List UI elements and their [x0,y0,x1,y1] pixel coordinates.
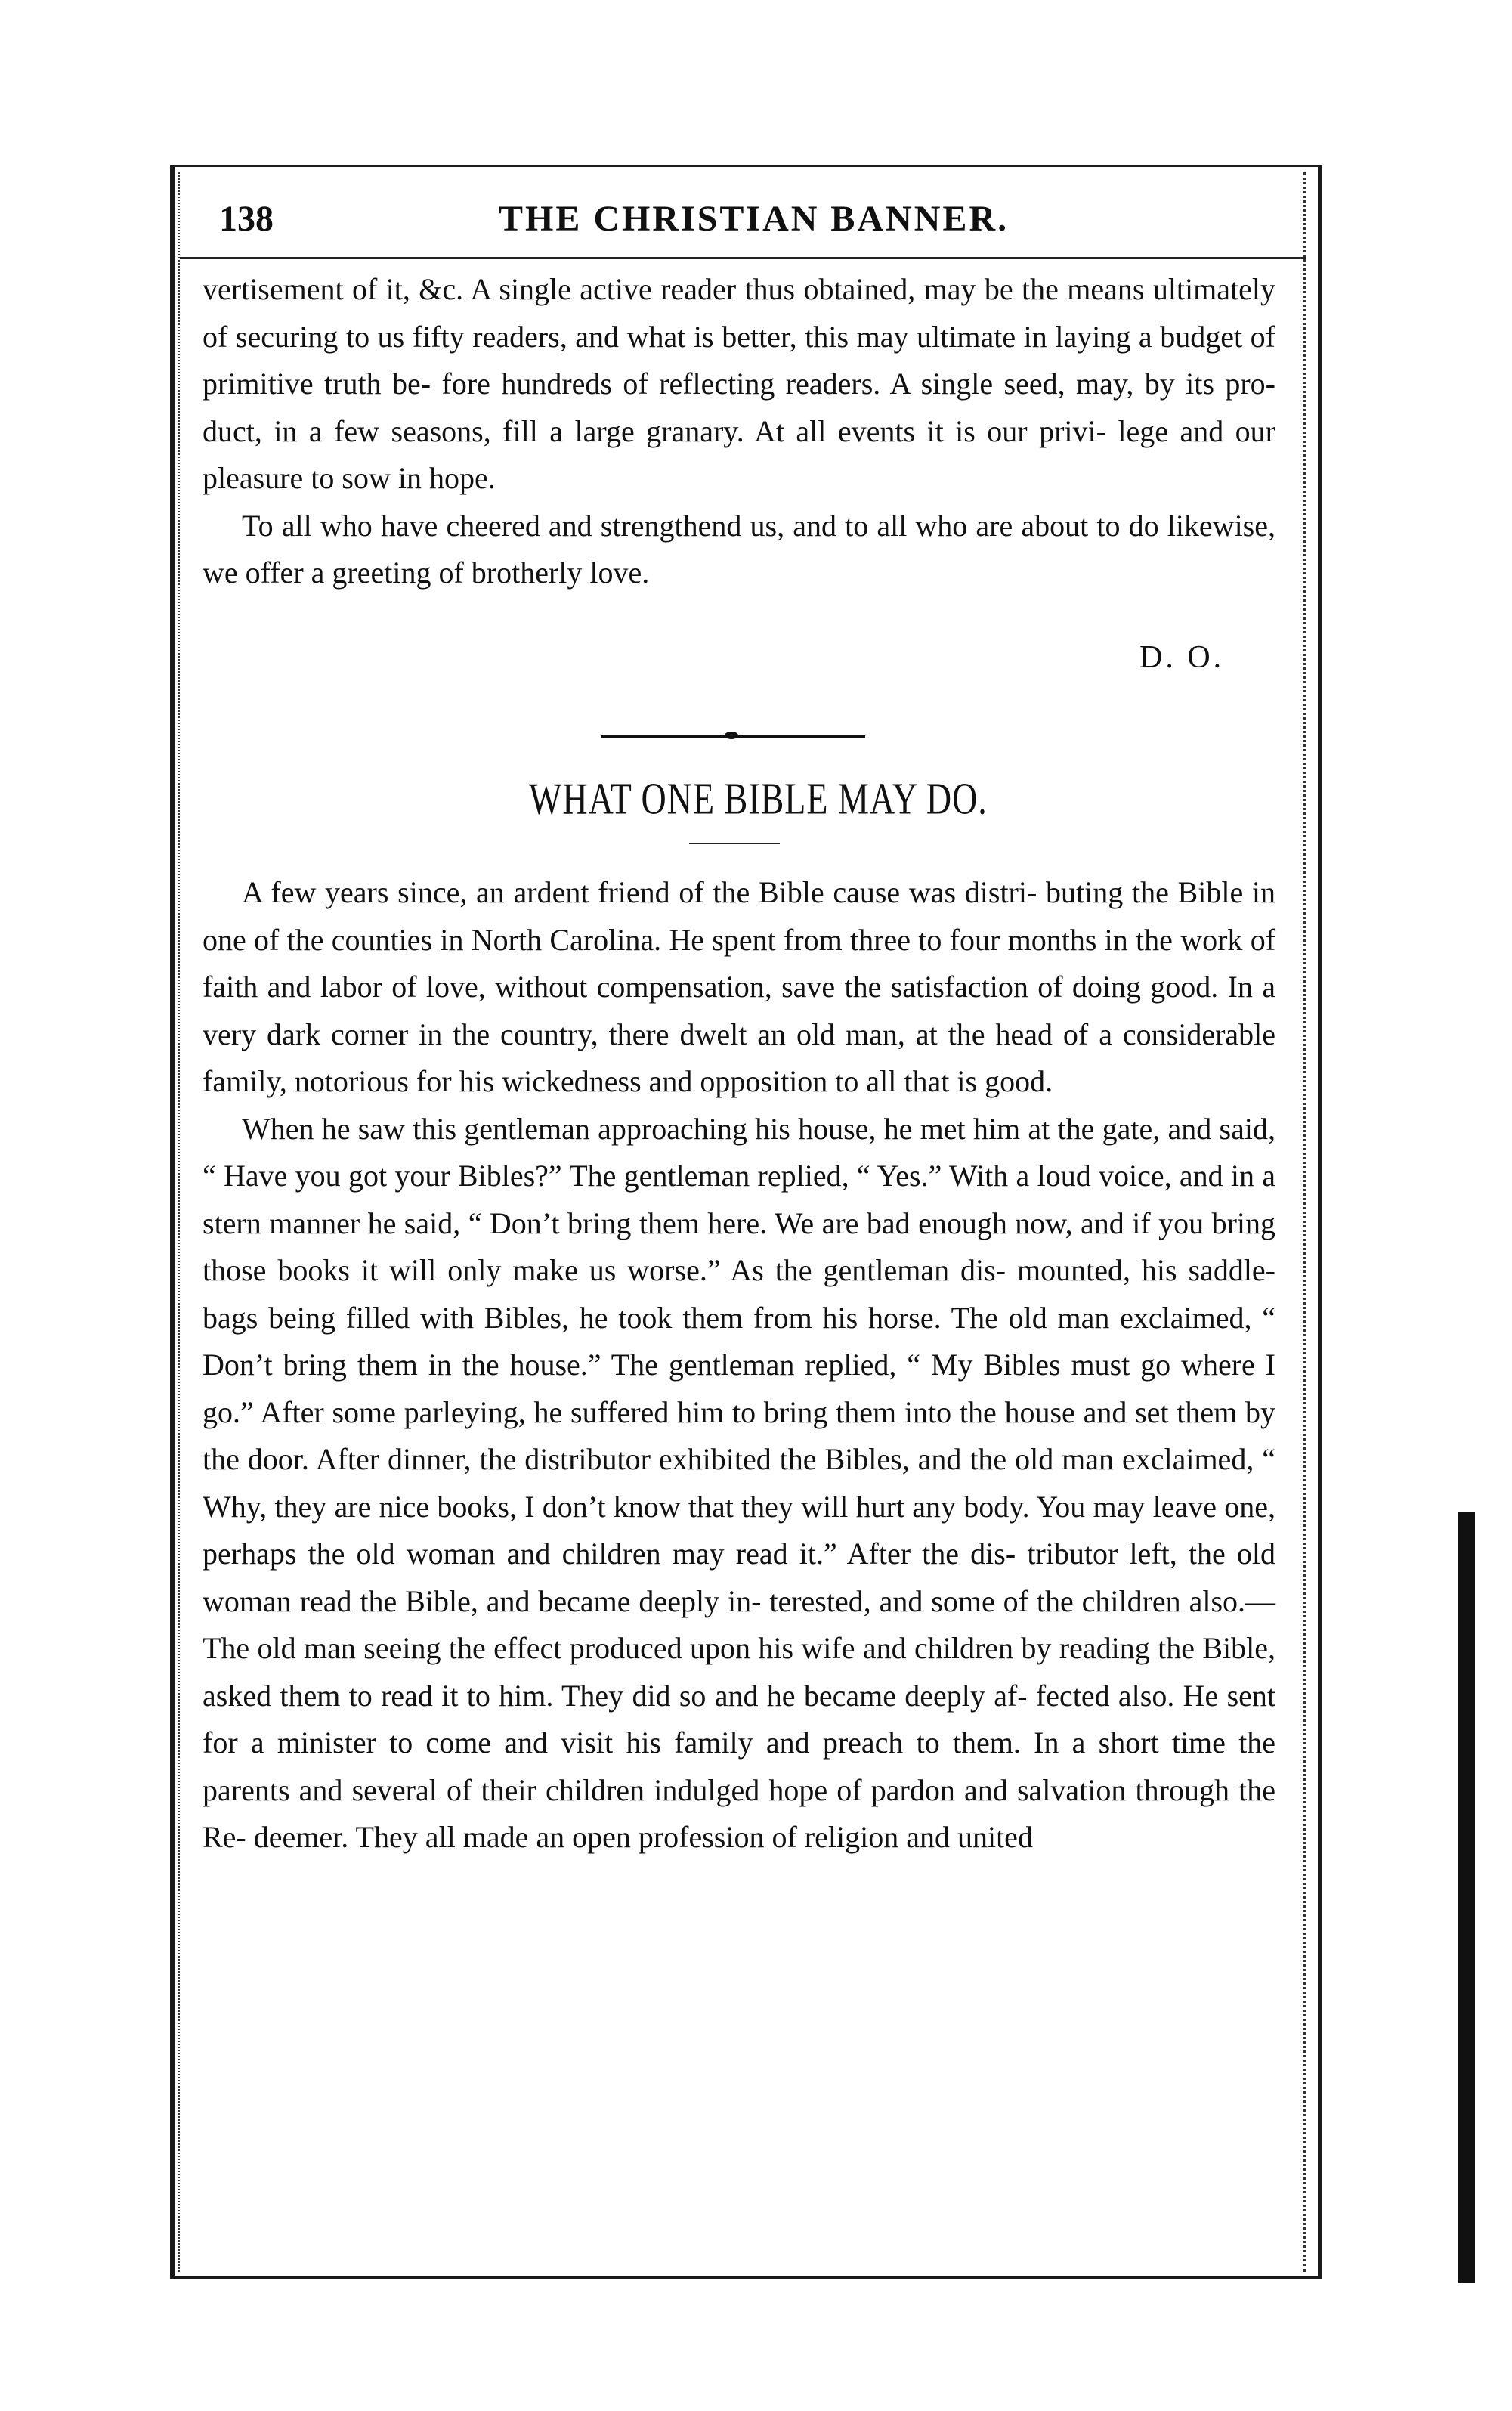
page-header [189,198,1292,258]
text-line: perhaps the old woman and children may read it.” After the dis- [203,1537,1016,1571]
text-line: of a considerable family, notorious for his wickedness and opposition [203,1017,1276,1098]
page-number: 138 [219,199,274,239]
article-heading: WHAT ONE BIBLE MAY DO. [529,773,988,824]
text-line: mounted, his saddle-bags being filled with Bibles, he took them [203,1253,1276,1335]
text-line: “ Don’t bring them here. We are bad enough now, and if you bring [468,1206,1276,1240]
text-line: A few years since, an ardent friend of the Bible cause was distri- [242,875,1037,909]
left-dotted-rule [178,172,180,2272]
article-paragraph-2 [203,1106,1275,1862]
text-line: those books it will only make us worse.” As the gentleman dis- [203,1253,1006,1287]
text-line: To all who have cheered and strengthend us, and to all who are [242,508,1013,543]
continuation-text [203,266,1275,503]
text-line: I don’t know that they will hurt any body. You may leave one, [524,1489,1275,1524]
text-line: preach to them. In a short time the parents and several of their [203,1725,1275,1807]
text-line: the gate, and said, “ Have you got your Bibles?” The gentleman [203,1111,1275,1193]
article-body [203,869,1275,1862]
ornament-dot [725,732,738,739]
text-line: from three to four months in the work of faith and labor of love, [203,922,1276,1004]
scan-edge-shadow [1458,1512,1475,2283]
text-line: from his horse. The old man exclaimed, “ Don’t bring them in the [203,1300,1275,1382]
author-signature: D. O. [1139,640,1225,675]
text-line: vertisement of it, &c. A single active reader thus obtained, may [203,272,976,306]
text-line: to all that is good. [835,1064,1053,1098]
running-title: THE CHRISTIAN BANNER. [499,199,1010,239]
section-ornament [601,729,865,744]
continuation-paragraph [203,266,1275,597]
text-line: replied, “ Yes.” With a loud voice, and in a stern manner he said, [203,1159,1276,1240]
text-line: After some parleying, he suffered him to bring them into the house [260,1394,1075,1429]
closing-paragraph [203,503,1275,597]
article-paragraph-1 [203,869,1275,1106]
text-line: house.” The gentleman replied, “ My Bibles must go where I go.” [203,1348,1276,1429]
text-line: lege and our pleasure to sow in hope. [203,413,1275,495]
text-line: asked them to read it to him. They did so and he became deeply af- [203,1678,1028,1713]
heading-underline [689,843,780,844]
text-line: the Bibles, and the old man exclaimed, “ Why, they are nice books, [203,1442,1275,1524]
text-line: without compensation, save the satisfaction of doing good. In a very [203,970,1275,1051]
text-line: be the means ultimately of securing to us fifty readers, and what is [203,272,1276,354]
text-line: better, this may ultimate in laying a budget of primitive truth be- [203,319,1276,401]
text-line: fected also. He sent for a minister to come and visit his family and [203,1678,1276,1760]
text-line: effect produced upon his wife and children by reading the Bible, [493,1631,1275,1665]
right-dotted-rule [1303,172,1306,2272]
text-line: buting the Bible in one of the counties in North Carolina. He spent [203,875,1276,957]
text-line: terested, and some of the children also.—The old man seeing the [203,1583,1276,1665]
text-line: about to do likewise, we offer a greeting of brotherly love. [203,508,1276,590]
header-rule [180,257,1306,259]
text-line: fore hundreds of reflecting readers. A single seed, may, by its pro- [441,367,1275,401]
text-line: and set them by the door. After dinner, the distributor exhibited [203,1394,1276,1476]
text-line: children indulged hope of pardon and salvation through the Re- [203,1772,1275,1854]
text-line: duct, in a few seasons, fill a large granary. At all events it is our privi- [203,413,1106,448]
text-line: deemer. They all made an open profession of religion and united [253,1820,1033,1854]
text-line: tributor left, the old woman read the Bible, and became deeply in- [203,1537,1276,1618]
text-line: dark corner in the country, there dwelt an old man, at the head [267,1017,1053,1051]
text-line: When he saw this gentleman approaching his house, he met him at [242,1111,1050,1146]
